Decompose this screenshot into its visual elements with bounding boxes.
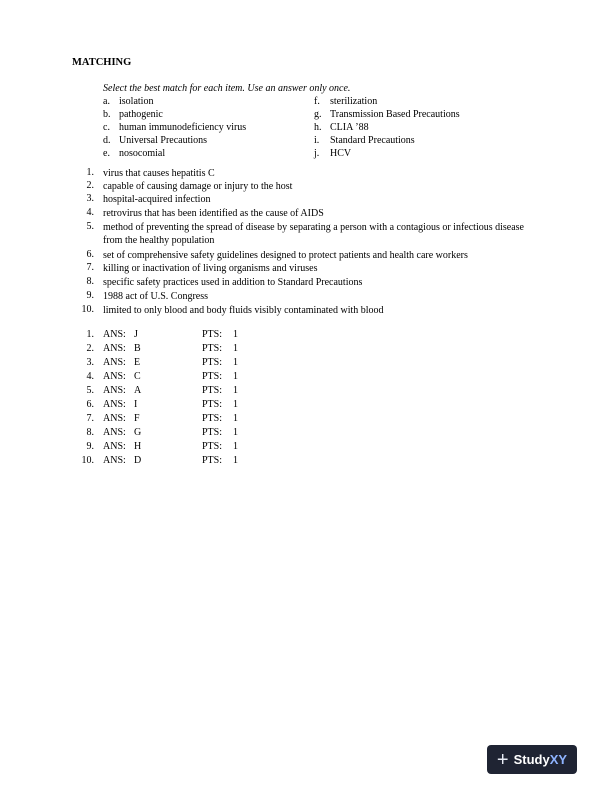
- studyxy-logo: [487, 745, 577, 774]
- option-a: a. isolation: [103, 96, 154, 107]
- option-h: h. CLIA ’88: [314, 122, 369, 133]
- option-g: g. Transmission Based Precautions: [314, 109, 460, 120]
- option-i: i. Standard Precautions: [314, 135, 415, 146]
- option-e: e. nosocomial: [103, 148, 166, 159]
- option-b: b. pathogenic: [103, 109, 163, 120]
- section-heading: MATCHING: [72, 57, 132, 68]
- option-d: d. Universal Precautions: [103, 135, 208, 146]
- option-f: f. sterilization: [314, 96, 378, 107]
- plus-icon: +: [496, 748, 509, 771]
- option-c: c. human immunodeficiency virus: [103, 122, 247, 133]
- option-j: j. HCV: [314, 148, 352, 159]
- logo-text: StudyXY: [513, 752, 568, 767]
- instructions: Select the best match for each item. Use an answer only once.: [103, 83, 351, 94]
